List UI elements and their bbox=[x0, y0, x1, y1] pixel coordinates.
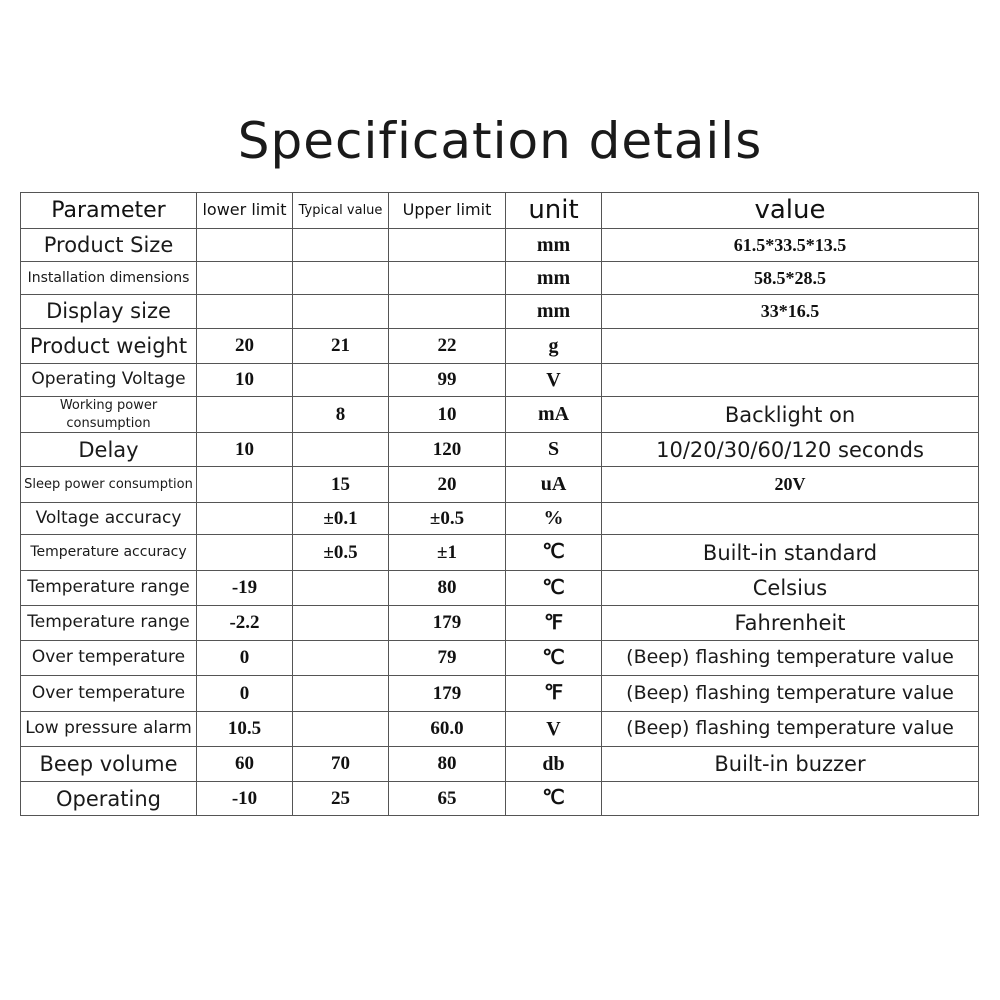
table-row bbox=[21, 397, 979, 433]
table-row bbox=[21, 503, 979, 535]
lower-limit-cell bbox=[197, 535, 293, 571]
typical-value-cell bbox=[293, 571, 389, 606]
header-lower-limit: lower limit bbox=[197, 193, 293, 229]
lower-limit-cell: 0 bbox=[197, 676, 293, 712]
lower-limit-cell: 60 bbox=[197, 747, 293, 782]
typical-value-cell bbox=[293, 712, 389, 747]
typical-value-cell bbox=[293, 641, 389, 676]
lower-limit-cell bbox=[197, 229, 293, 262]
lower-limit-cell bbox=[197, 503, 293, 535]
value-cell bbox=[602, 503, 979, 535]
lower-limit-cell: 10.5 bbox=[197, 712, 293, 747]
lower-limit-cell: -10 bbox=[197, 782, 293, 816]
upper-limit-cell: 65 bbox=[389, 782, 506, 816]
typical-value-cell bbox=[293, 433, 389, 467]
table-row bbox=[21, 295, 979, 329]
upper-limit-cell: 120 bbox=[389, 433, 506, 467]
unit-cell: ℃ bbox=[506, 571, 602, 606]
typical-value-cell bbox=[293, 364, 389, 397]
lower-limit-cell: 10 bbox=[197, 433, 293, 467]
value-cell bbox=[602, 782, 979, 816]
parameter-cell: Operating bbox=[21, 782, 197, 816]
lower-limit-cell bbox=[197, 397, 293, 433]
header-upper-limit: Upper limit bbox=[389, 193, 506, 229]
upper-limit-cell: 60.0 bbox=[389, 712, 506, 747]
table-row bbox=[21, 712, 979, 747]
typical-value-cell: 21 bbox=[293, 329, 389, 364]
value-cell: 33*16.5 bbox=[602, 295, 979, 329]
typical-value-cell: 25 bbox=[293, 782, 389, 816]
table-row bbox=[21, 467, 979, 503]
parameter-cell: Delay bbox=[21, 433, 197, 467]
table-row bbox=[21, 535, 979, 571]
unit-cell: g bbox=[506, 329, 602, 364]
lower-limit-cell bbox=[197, 262, 293, 295]
value-cell: Celsius bbox=[602, 571, 979, 606]
upper-limit-cell: ±0.5 bbox=[389, 503, 506, 535]
parameter-cell: Product weight bbox=[21, 329, 197, 364]
typical-value-cell bbox=[293, 295, 389, 329]
unit-cell: uA bbox=[506, 467, 602, 503]
unit-cell: S bbox=[506, 433, 602, 467]
table-row bbox=[21, 641, 979, 676]
header-parameter: Parameter bbox=[21, 193, 197, 229]
table-header-row bbox=[21, 193, 979, 229]
value-cell bbox=[602, 364, 979, 397]
typical-value-cell: 15 bbox=[293, 467, 389, 503]
upper-limit-cell: 79 bbox=[389, 641, 506, 676]
value-cell: 10/20/30/60/120 seconds bbox=[602, 433, 979, 467]
upper-limit-cell: 179 bbox=[389, 676, 506, 712]
table-row bbox=[21, 747, 979, 782]
upper-limit-cell bbox=[389, 295, 506, 329]
typical-value-cell bbox=[293, 676, 389, 712]
upper-limit-cell: 20 bbox=[389, 467, 506, 503]
typical-value-cell: ±0.5 bbox=[293, 535, 389, 571]
typical-value-cell: ±0.1 bbox=[293, 503, 389, 535]
header-value: value bbox=[602, 193, 979, 229]
upper-limit-cell: 99 bbox=[389, 364, 506, 397]
unit-cell: mm bbox=[506, 295, 602, 329]
unit-cell: ℃ bbox=[506, 782, 602, 816]
value-cell: 61.5*33.5*13.5 bbox=[602, 229, 979, 262]
header-unit: unit bbox=[506, 193, 602, 229]
unit-cell: ℃ bbox=[506, 641, 602, 676]
typical-value-cell bbox=[293, 229, 389, 262]
unit-cell: ℃ bbox=[506, 535, 602, 571]
unit-cell: V bbox=[506, 364, 602, 397]
value-cell bbox=[602, 329, 979, 364]
table-row bbox=[21, 606, 979, 641]
lower-limit-cell: -2.2 bbox=[197, 606, 293, 641]
upper-limit-cell bbox=[389, 229, 506, 262]
value-cell: Fahrenheit bbox=[602, 606, 979, 641]
parameter-cell: Low pressure alarm bbox=[21, 712, 197, 747]
page-title: Specification details bbox=[237, 112, 763, 170]
table-row bbox=[21, 433, 979, 467]
parameter-cell: Over temperature bbox=[21, 676, 197, 712]
lower-limit-cell: 10 bbox=[197, 364, 293, 397]
parameter-cell: Working power consumption bbox=[21, 397, 197, 433]
parameter-cell: Over temperature bbox=[21, 641, 197, 676]
unit-cell: db bbox=[506, 747, 602, 782]
unit-cell: mm bbox=[506, 262, 602, 295]
upper-limit-cell: 22 bbox=[389, 329, 506, 364]
unit-cell: ℉ bbox=[506, 676, 602, 712]
table-row bbox=[21, 676, 979, 712]
value-cell: (Beep) flashing temperature value bbox=[602, 676, 979, 712]
lower-limit-cell bbox=[197, 295, 293, 329]
header-typical-value: Typical value bbox=[293, 193, 389, 229]
parameter-cell: Operating Voltage bbox=[21, 364, 197, 397]
upper-limit-cell: 80 bbox=[389, 571, 506, 606]
table-row bbox=[21, 782, 979, 816]
parameter-cell: Beep volume bbox=[21, 747, 197, 782]
upper-limit-cell: ±1 bbox=[389, 535, 506, 571]
table-row bbox=[21, 329, 979, 364]
unit-cell: mm bbox=[506, 229, 602, 262]
typical-value-cell: 8 bbox=[293, 397, 389, 433]
lower-limit-cell: 20 bbox=[197, 329, 293, 364]
table-row bbox=[21, 262, 979, 295]
unit-cell: V bbox=[506, 712, 602, 747]
table-row bbox=[21, 229, 979, 262]
typical-value-cell bbox=[293, 606, 389, 641]
typical-value-cell bbox=[293, 262, 389, 295]
table-row bbox=[21, 571, 979, 606]
value-cell: 58.5*28.5 bbox=[602, 262, 979, 295]
parameter-cell: Sleep power consumption bbox=[21, 467, 197, 503]
upper-limit-cell bbox=[389, 262, 506, 295]
unit-cell: mA bbox=[506, 397, 602, 433]
value-cell: Backlight on bbox=[602, 397, 979, 433]
parameter-cell: Installation dimensions bbox=[21, 262, 197, 295]
value-cell: (Beep) flashing temperature value bbox=[602, 712, 979, 747]
upper-limit-cell: 10 bbox=[389, 397, 506, 433]
unit-cell: ℉ bbox=[506, 606, 602, 641]
typical-value-cell: 70 bbox=[293, 747, 389, 782]
lower-limit-cell: 0 bbox=[197, 641, 293, 676]
parameter-cell: Voltage accuracy bbox=[21, 503, 197, 535]
spec-table bbox=[20, 192, 979, 816]
value-cell: Built-in buzzer bbox=[602, 747, 979, 782]
parameter-cell: Product Size bbox=[21, 229, 197, 262]
value-cell: (Beep) flashing temperature value bbox=[602, 641, 979, 676]
parameter-cell: Temperature accuracy bbox=[21, 535, 197, 571]
parameter-cell: Display size bbox=[21, 295, 197, 329]
value-cell: 20V bbox=[602, 467, 979, 503]
unit-cell: % bbox=[506, 503, 602, 535]
lower-limit-cell: -19 bbox=[197, 571, 293, 606]
parameter-cell: Temperature range bbox=[21, 571, 197, 606]
table-row bbox=[21, 364, 979, 397]
upper-limit-cell: 179 bbox=[389, 606, 506, 641]
lower-limit-cell bbox=[197, 467, 293, 503]
value-cell: Built-in standard bbox=[602, 535, 979, 571]
upper-limit-cell: 80 bbox=[389, 747, 506, 782]
parameter-cell: Temperature range bbox=[21, 606, 197, 641]
